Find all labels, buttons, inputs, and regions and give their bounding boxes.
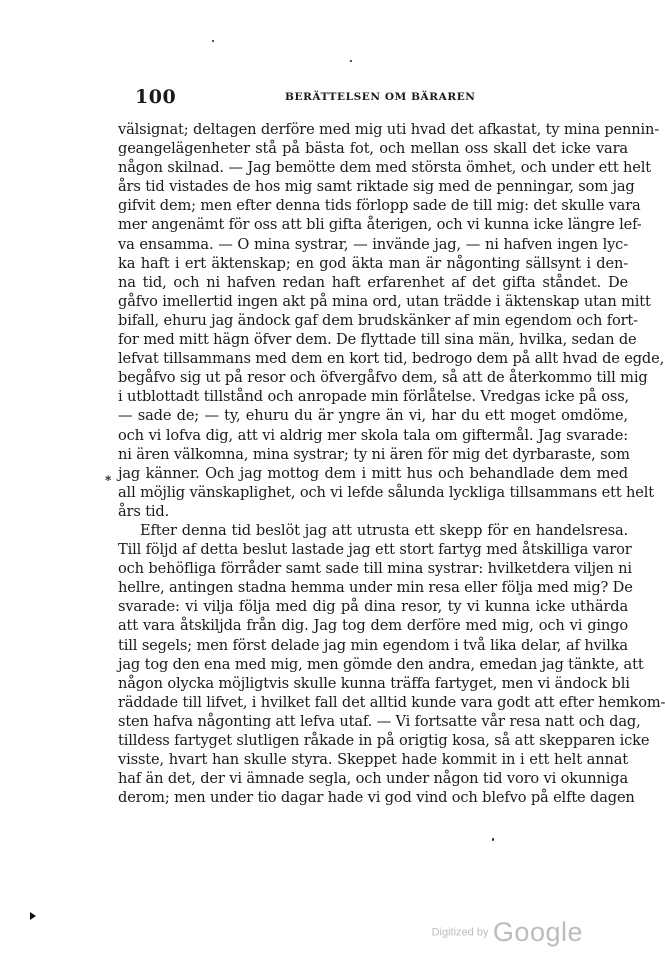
text-line: någon skilnad. — Jag bemötte dem med största ömhet, och under ett helt bbox=[118, 159, 652, 177]
text-line: gåfvo imellertid ingen akt på mina ord, utan trädde i äktenskap utan mitt bbox=[118, 292, 651, 310]
watermark-prefix: Digitized by bbox=[431, 926, 489, 939]
text-line: bifall, ehuru jag ändock gaf dem brudskänker af min egendom och fort- bbox=[118, 311, 638, 329]
text-line: gifvit dem; men efter denna tids förlopp sade de till mig: det skulle vara bbox=[118, 197, 641, 215]
text-line: ka haft i ert äktenskap; en god äkta man är någonting sällsynt i den- bbox=[118, 254, 628, 272]
text-line: någon olycka möjligtvis skulle kunna träffa fartyget, men vi ändock bli bbox=[118, 674, 630, 692]
print-speck bbox=[492, 838, 494, 841]
text-line: begåfvo sig ut på resor och öfvergåfvo dem, så att de återkommo till mig bbox=[118, 369, 648, 387]
body-text bbox=[118, 120, 665, 807]
text-line: for med mitt hägn öfver dem. De flyttade till sina män, hvilka, sedan de bbox=[118, 331, 637, 349]
text-line: räddade till lifvet, i hvilket fall det alltid kunde vara godt att efter hemkom- bbox=[118, 693, 665, 711]
text-line: sten hafva någonting att lefva utaf. — Vi fortsatte vår resa natt och dag, bbox=[118, 712, 641, 730]
text-line: jag känner. Och jag mottog dem i mitt hus och behandlade dem med bbox=[118, 464, 628, 482]
text-line: derom; men under tio dagar hade vi god vind och blefvo på elfte dagen bbox=[118, 789, 635, 807]
text-line: välsignat; deltagen derföre med mig uti hvad det afkastat, ty mina pennin- bbox=[118, 121, 660, 138]
google-logo: Google bbox=[492, 917, 583, 947]
corner-arrow-icon bbox=[30, 912, 36, 920]
text-line: och behöfliga förråder samt sade till mina systrar: hvilketdera viljen ni bbox=[118, 560, 632, 578]
print-speck bbox=[212, 40, 214, 42]
text-line: geangelägenheter stå på bästa fot, och mellan oss skall det icke vara bbox=[118, 140, 628, 158]
text-line: hellre, antingen stadna hemma under min resa eller följa med mig? De bbox=[118, 579, 633, 597]
page-header bbox=[135, 86, 625, 110]
text-line: svarade: vi vilja följa med dig på dina resor, ty vi kunna icke uthärda bbox=[118, 598, 628, 616]
text-line: att vara åtskiljda från dig. Jag tog dem derföre med mig, och vi gingo bbox=[118, 617, 628, 635]
page-number: 100 bbox=[135, 86, 177, 108]
text-line: ni ären välkomna, mina systrar; ty ni ären för mig det dyrbaraste, som bbox=[118, 445, 630, 463]
print-speck bbox=[350, 60, 352, 62]
text-line: all möjlig vänskaplighet, och vi lefde sålunda lyckliga tillsammans ett helt bbox=[118, 483, 655, 501]
margin-mark: ⁎ bbox=[105, 470, 112, 484]
text-line: va ensamma. — O mina systrar, — invände jag, — ni hafven ingen lyc- bbox=[118, 235, 628, 253]
text-line: års tid vistades de hos mig samt riktade sig med de penningar, som jag bbox=[118, 178, 635, 196]
digitized-watermark bbox=[432, 917, 583, 948]
text-line: tilldess fartyget slutligen råkade in på origtig kosa, så att skepparen icke bbox=[118, 732, 650, 749]
text-line: och vi lofva dig, att vi aldrig mer skola tala om giftermål. Jag svarade: bbox=[118, 426, 628, 444]
text-line: års tid. bbox=[118, 502, 170, 520]
text-line: i utblottadt tillstånd och anropade min förlåtelse. Vredgas icke på oss, bbox=[118, 388, 630, 406]
text-line: till segels; men först delade jag min egendom i två lika delar, af hvilka bbox=[118, 636, 628, 654]
running-title: BERÄTTELSEN OM BÄRAREN bbox=[285, 91, 476, 103]
text-line: haf än det, der vi ämnade segla, och under någon tid voro vi okunniga bbox=[118, 770, 628, 788]
text-line: na tid, och ni hafven redan haft erfarenhet af det gifta ståndet. De bbox=[118, 273, 628, 291]
text-line: Efter denna tid beslöt jag att utrusta ett skepp för en handelsresa. bbox=[140, 521, 628, 539]
text-line: mer angenämt för oss att bli gifta återigen, och vi kunna icke längre lef- bbox=[118, 216, 642, 234]
text-line: jag tog den ena med mig, men gömde den andra, emedan jag tänkte, att bbox=[118, 655, 644, 673]
text-line: lefvat tillsammans med dem en kort tid, bedrogo dem på allt hvad de egde, bbox=[118, 350, 665, 368]
text-line: visste, hvart han skulle styra. Skeppet hade kommit in i ett helt annat bbox=[118, 751, 628, 769]
text-line: — sade de; — ty, ehuru du är yngre än vi, har du ett moget omdöme, bbox=[118, 407, 628, 425]
text-line: Till följd af detta beslut lastade jag ett stort fartyg med åtskilliga varor bbox=[118, 541, 632, 559]
